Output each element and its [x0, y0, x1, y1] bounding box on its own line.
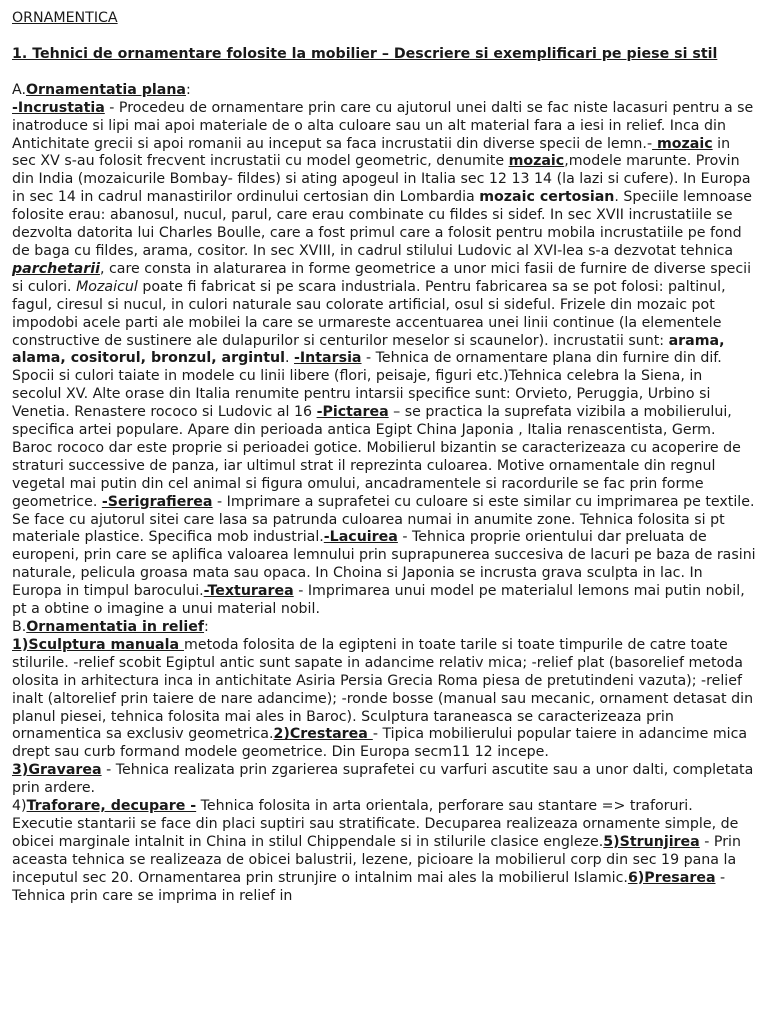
- section-b-suffix: :: [204, 619, 209, 635]
- emphasized-term: -Texturarea: [203, 583, 294, 600]
- emphasized-term: -Incrustatia: [12, 99, 105, 116]
- emphasized-term: Traforare, decupare -: [26, 798, 197, 815]
- text-run: – se practica la suprefata vizibila a mobilierului, specifica artei populare. Apare din perioada antica Egipt China Japonia , Italia renascentista, Germ. Baroc rococo dar este proprie si perioadei gotice. Mobilierul bizantin se caracterizeaza cu acoperire de straturi successive de panza, iar ultimul strat il reprezinta culoarea. Motive ornamentale din regnul vegetal mai putin din cel animal si figura omului, ancadramentele si racordurile se fac prin forme geometrice.: [12, 404, 741, 510]
- emphasized-term: -Intarsia: [294, 350, 362, 367]
- emphasized-term: mozaic: [652, 135, 713, 152]
- emphasized-term: mozaic certosian: [479, 189, 615, 206]
- text-run: 4): [12, 798, 27, 815]
- emphasized-term: -Lacuirea: [323, 529, 398, 546]
- section-a-heading: [12, 82, 756, 100]
- emphasized-term: 2)Crestarea: [273, 726, 373, 743]
- text-run: Tehnica folosita in arta orientala, perforare sau stantare => traforuri. Executie stantarii se face din placi suptiri sau stratificate. Decuparea realizeaza ornamente simple, de obicei marginale intalnit in China in stilul Chippendale si in stilurile clasice engleze.: [12, 798, 739, 850]
- section-b-heading: [12, 619, 756, 637]
- emphasized-term: 3)Gravarea: [12, 762, 102, 779]
- text-run: - Tipica mobilierului popular taiere in adancime mica drept sau curb formand modele geometrice. Din Europa secm11 12 incepe.: [12, 726, 748, 761]
- emphasized-term: mozaic: [508, 153, 565, 170]
- text-run: - Tehnica prin care se imprima in relief in: [12, 869, 726, 904]
- emphasized-term: parchetarii: [12, 260, 100, 277]
- section-b-label: Ornamentatia in relief: [26, 619, 205, 635]
- text-run: in sec XV s-au folosit frecvent incrustatii cu model geometric, denumite: [12, 135, 731, 170]
- text-run: poate fi fabricat si pe scara industriala. Pentru fabricarea sa se pot folosi: paltinul, fagul, ciresul si nucul, in culori naturale sau colorate artificial, osul si sideful. Frizele din mozaic pot impodobi acele parti ale mobilei la care se urmareste accentuarea unei linii continue (la elementele constructive de sustinere ale dulapurilor si centurilor meselor si scaunelor). incrustatii sunt:: [12, 278, 726, 349]
- ornamentatia-relief-paragraph: [12, 637, 756, 906]
- text-run: - Procedeu de ornamentare prin care cu ajutorul unei dalti se fac niste lacasuri pentru a se inatroduce si lipi mai apoi materiale de o alta culoare sau un alt material fara a iesi in relief. Inca din Antichitate grecii si apoi romanii au inceput sa faca incrustatii din diverse specii de lemn.-: [12, 99, 754, 152]
- text-run: metoda folosita de la egipteni in toate tarile si toate timpurile de catre toate stilurile. -relief scobit Egiptul antic sunt sapate in adancime relativ mica; -relief plat (basorelief metoda olosita in arhitectura inca in antichitate Asiria Persia Grecia Roma piesa de pretutindeni vazuta); -relief inalt (altorelief prin taiere de nare adancime); -ronde bosse (manual sau mecanic, ornament detasat din planul piesei, tehnica folosita mai ales in Baroc). Sculptura taraneasca se caracterizeaza prin ornamentica sa exclusiv geometrica.: [12, 636, 754, 743]
- text-run: - Imprimarea unui model pe materialul lemons mai putin nobil, pt a obtine o imagine a unui material nobil.: [12, 583, 745, 618]
- document-title: ORNAMENTICA: [12, 10, 118, 26]
- section-heading: 1. Tehnici de ornamentare folosite la mobilier – Descriere si exemplificari pe piese si stil: [12, 45, 718, 62]
- section-a-label: Ornamentatia plana: [25, 81, 186, 98]
- text-run: ,modele marunte. Provin din India (mozaicurile Bombay- fildes) si ating apogeul in Italia sec 12 13 14 (la lazi si cufere). In Europa in sec 14 in cadrul manastirilor ordinului certosian din Lombardia: [12, 153, 751, 206]
- text-run: - Tehnica de ornamentare plana din furnire din dif. Spocii si culori taiate in modele cu linii libere (flori, peisaje, figuri etc.)Tehnica celebra la Siena, in secolul XV. Alte orase din Italia renumite pentru intarsii specifice sunt: Orvieto, Peruggia, Urbino si Venetia. Renastere rococo si Ludovic al 16: [12, 350, 722, 421]
- text-run: .: [284, 350, 294, 367]
- section-b-prefix: B.: [12, 619, 27, 635]
- emphasized-term: -Serigrafierea: [101, 493, 213, 510]
- text-run: - Imprimare a suprafetei cu culoare si este similar cu imprimarea pe textile. Se face cu ajutorul sitei care lasa sa patrunda culoarea numai in anumite zone. Tehnica folosita si pt materiale plastice. Specifica mob industrial.: [12, 493, 755, 546]
- emphasized-term: Mozaicul: [76, 278, 138, 295]
- section-a-suffix: :: [186, 81, 191, 98]
- section-a-prefix: A.: [12, 81, 26, 98]
- text-run: - Tehnica proprie orientului dar preluata de europeni, prin care se aplifica valoarea lemnului prin suprapunerea succesiva de lacuri pe baza de rasini naturale, pelicula groasa mata sau opaca. In Choina si Japonia se incrusta grava sculpta in lac. In Europa in timpul barocului.: [12, 529, 756, 600]
- text-run: - Prin aceasta tehnica se realizeaza de obicei balustrii, lezene, picioare la mobilierul corp din sec 19 pana la inceputul sec 20. Ornamentarea prin strunjire o intalnim mai ales la mobilierul Islamic.: [12, 833, 741, 886]
- text-run: , care consta in alaturarea in forme geometrice a unor mici fasii de furnire de diverse specii si culori.: [12, 260, 752, 295]
- emphasized-term: -Pictarea: [316, 404, 389, 421]
- text-run: - Tehnica realizata prin zgarierea suprafetei cu varfuri ascutite sau a unor dalti, completata prin ardere.: [12, 762, 754, 797]
- ornamentatia-plana-paragraph: [12, 100, 756, 619]
- text-run: . Speciile lemnoase folosite erau: abanosul, nucul, parul, care erau combinate cu fildes si sidef. In sec XVII incrustatiile se dezvolta datorita lui Charles Boulle, care a fost primul care a folosit pentru mobila incrustatiile pe fond de baga cu fildes, arama, cositor. In sec XVIII, in cadrul stilului Ludovic al XVI-lea s-a dezvotat tehnica: [12, 189, 752, 259]
- emphasized-term: arama, alama, cositorul, bronzul, argintul: [12, 332, 725, 367]
- emphasized-term: 1)Sculptura manuala: [12, 636, 185, 653]
- emphasized-term: 5)Strunjirea: [603, 833, 700, 850]
- emphasized-term: 6)Presarea: [627, 869, 716, 886]
